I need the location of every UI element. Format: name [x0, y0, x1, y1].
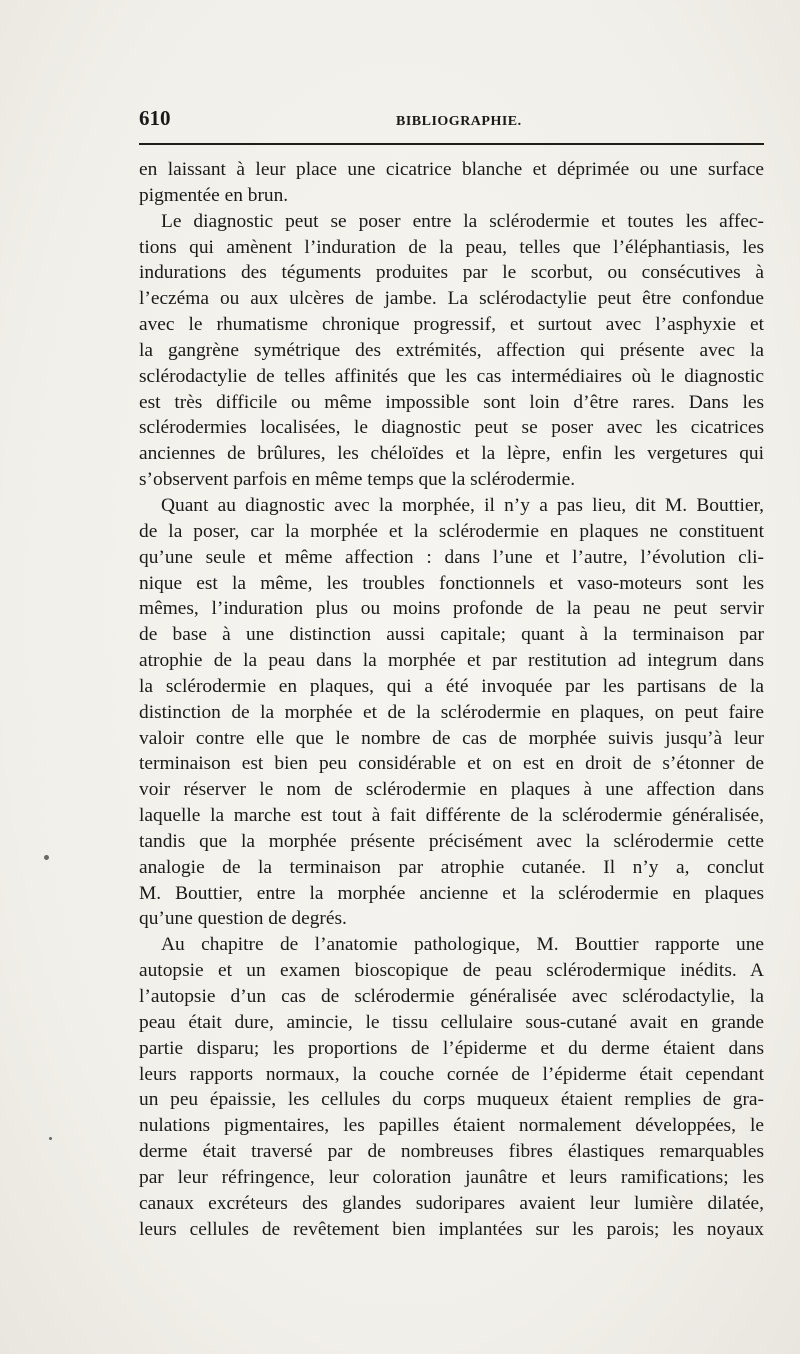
text-line: leurs rapports normaux, la couche cornée de l’épiderme était cependant [139, 1063, 764, 1085]
text-line: sclérodermies localisées, le diagnostic peut se poser avec les cicatrices [139, 417, 764, 439]
print-speck [49, 1137, 52, 1140]
header-rule [139, 143, 764, 145]
text-line: avec le rhumatisme chronique progressif, et surtout avec l’asphyxie et [139, 314, 764, 336]
text-line: M. Bouttier, entre la morphée ancienne et la sclérodermie en plaques [139, 882, 764, 904]
text-line: valoir contre elle que le nombre de cas de morphée suivis jusqu’à leur [139, 727, 764, 749]
text-line: tions qui amènent l’induration de la peau, telles que l’éléphantiasis, les [139, 236, 764, 258]
text-line: l’autopsie d’un cas de sclérodermie généralisée avec sclérodactylie, la [139, 986, 764, 1007]
text-line: s’observent parfois en même temps que la sclérodermie. [139, 469, 576, 491]
text-line: qu’une seule et même affection : dans l’une et l’autre, l’évolution cli- [139, 546, 764, 568]
running-head: BIBLIOGRAPHIE. [396, 114, 522, 129]
page-header [139, 106, 763, 132]
text-line: en laissant à leur place une cicatrice blanche et déprimée ou une surface [139, 159, 764, 180]
text-line: de base à une distinction aussi capitale; quant à la terminaison par [139, 624, 764, 646]
text-line: l’eczéma ou aux ulcères de jambe. La sclérodactylie peut être confondue [139, 288, 764, 310]
print-speck [44, 855, 49, 860]
text-line: peau était dure, amincie, le tissu cellulaire sous-cutané avait en grande [139, 1011, 764, 1033]
text-line: de la poser, car la morphée et la sclérodermie en plaques ne constituent [139, 520, 764, 542]
text-line: sclérodactylie de telles affinités que les cas intermédiaires où le diagnostic [139, 365, 764, 387]
body-text [139, 157, 764, 1242]
text-line: qu’une question de degrés. [139, 908, 347, 930]
text-line: analogie de la terminaison par atrophie cutanée. Il n’y a, conclut [139, 856, 764, 878]
text-line: pigmentée en brun. [139, 184, 289, 206]
text-line: la sclérodermie en plaques, qui a été invoquée par les partisans de la [139, 675, 764, 697]
text-line: indurations des téguments produites par le scorbut, ou consécutives à [139, 262, 764, 284]
text-line: par leur réfringence, leur coloration jaunâtre et leurs ramifications; les [139, 1166, 764, 1188]
text-line: nulations pigmentaires, les papilles étaient normalement développées, le [139, 1115, 764, 1137]
text-line: mêmes, l’induration plus ou moins profonde de la peau ne peut servir [139, 598, 764, 620]
text-line: un peu épaissie, les cellules du corps muqueux étaient remplies de gra- [139, 1089, 764, 1111]
page-number: 610 [139, 106, 171, 130]
text-line: distinction de la morphée et de la sclérodermie en plaques, on peut faire [139, 701, 764, 723]
text-line: atrophie de la peau dans la morphée et par restitution ad integrum dans [139, 650, 764, 672]
text-line: derme était traversé par de nombreuses fibres élastiques remarquables [139, 1141, 764, 1163]
text-line: terminaison est bien peu considérable et on est en droit de s’étonner de [139, 753, 764, 775]
text-line: Quant au diagnostic avec la morphée, il n’y a pas lieu, dit M. Bouttier, [161, 494, 764, 516]
text-line: la gangrène symétrique des extrémités, affection qui présente avec la [139, 339, 764, 361]
text-line: leurs cellules de revêtement bien implantées sur les parois; les noyaux [139, 1218, 764, 1240]
text-line: canaux excréteurs des glandes sudoripares avaient leur lumière dilatée, [139, 1192, 764, 1214]
text-line: partie disparu; les proportions de l’épiderme et du derme étaient dans [139, 1037, 764, 1059]
text-line: Au chapitre de l’anatomie pathologique, M. Bouttier rapporte une [161, 934, 764, 956]
text-line: est très difficile ou même impossible sont loin d’être rares. Dans les [139, 391, 764, 413]
text-line: autopsie et un examen bioscopique de peau sclérodermique inédits. A [139, 960, 764, 982]
text-line: Le diagnostic peut se poser entre la sclérodermie et toutes les affec- [161, 210, 764, 232]
text-line: laquelle la marche est tout à fait différente de la sclérodermie généralisée, [139, 805, 764, 827]
text-line: anciennes de brûlures, les chéloïdes et la lèpre, enfin les vergetures qui [139, 443, 764, 465]
text-line: tandis que la morphée présente précisément avec la sclérodermie cette [139, 830, 764, 852]
text-line: nique est la même, les troubles fonctionnels et vaso-moteurs sont les [139, 572, 764, 594]
text-line: voir réserver le nom de sclérodermie en plaques à une affection dans [139, 779, 764, 801]
